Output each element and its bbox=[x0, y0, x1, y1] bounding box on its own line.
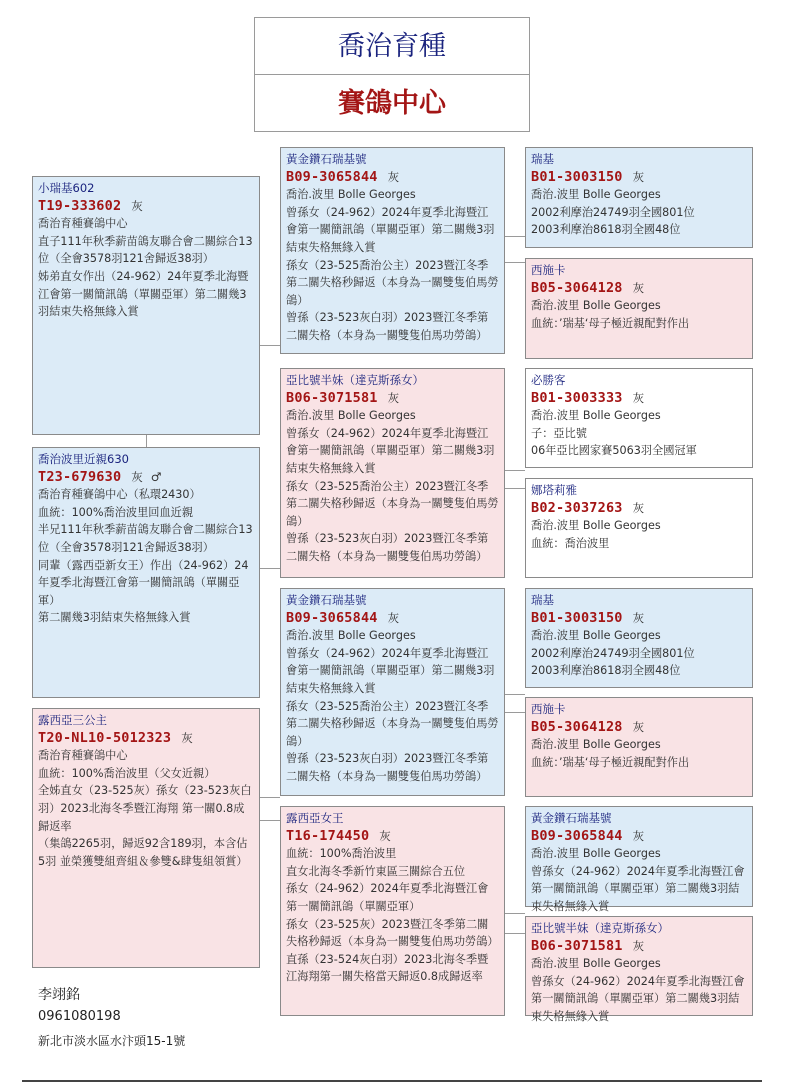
ring-number: B06-3071581 bbox=[286, 389, 378, 406]
info-line: 喬治.波里 Bolle Georges bbox=[286, 188, 416, 202]
info-line: 血統：’瑞基‘母子極近親配對作出 bbox=[531, 316, 690, 330]
ring-number: B01-3003333 bbox=[531, 389, 623, 406]
breeder-title: 喬治育種 bbox=[254, 17, 530, 75]
bird-color: 灰 bbox=[632, 828, 645, 843]
connector-line bbox=[146, 435, 147, 447]
ring-number: B05-3064128 bbox=[531, 279, 623, 296]
pedigree-box-g3 bbox=[525, 368, 753, 468]
bird-name: 露西亞女王 bbox=[286, 811, 344, 825]
bird-color: 灰 bbox=[632, 280, 645, 295]
connector-line bbox=[505, 488, 525, 489]
ring-number: T16-174450 bbox=[286, 827, 370, 844]
ring-number: B09-3065844 bbox=[286, 168, 378, 185]
bird-color: 灰 bbox=[131, 469, 143, 484]
info-line: 血統：100%喬治波里 bbox=[286, 847, 397, 861]
pedigree-box-g5 bbox=[525, 588, 753, 688]
bird-color: 灰 bbox=[181, 730, 193, 745]
info-line: 同輩（露西亞新女王）作出（24-962）24年夏季北海暨江會第一關簡訊鴿（單關亞軍） bbox=[38, 558, 249, 607]
pedigree-box-p1 bbox=[280, 147, 505, 354]
bird-name: 娜塔莉雅 bbox=[531, 483, 577, 497]
bottom-divider bbox=[22, 1080, 762, 1082]
connector-line bbox=[505, 694, 525, 695]
connector-line bbox=[260, 820, 280, 821]
bird-name: 西施卡 bbox=[531, 702, 566, 716]
male-sex-icon: ♂ bbox=[150, 469, 162, 484]
info-line: 曾孫（23-523灰白羽）2023暨江冬季第二關失格（本身為一關雙隻伯馬功勞鴿） bbox=[286, 752, 489, 783]
bird-color: 灰 bbox=[379, 828, 391, 843]
ring-number: B05-3064128 bbox=[531, 718, 623, 735]
info-line: 2002利摩治24749羽全國801位 bbox=[531, 646, 695, 660]
bird-name: 亞比號半妹（達克斯孫女） bbox=[531, 921, 669, 935]
info-line: 血統：100%喬治波里回血近親 bbox=[38, 505, 194, 519]
bird-name: 瑞基 bbox=[531, 593, 554, 607]
info-line: 喬治.波里 Bolle Georges bbox=[531, 188, 661, 202]
ring-number: T20-NL10-5012323 bbox=[38, 729, 172, 746]
info-line: 孫女（23-525喬治公主）2023暨江冬季第二關失格秒歸返（本身為一關雙隻伯馬勞鴿） bbox=[286, 699, 499, 748]
info-line: 2003利摩治8618羽全國48位 bbox=[531, 664, 681, 678]
ring-number: B09-3065844 bbox=[286, 609, 378, 626]
bird-color: 灰 bbox=[387, 169, 400, 184]
connector-line bbox=[505, 236, 525, 237]
pedigree-box-g6 bbox=[525, 697, 753, 797]
info-line: 2003利摩治8618羽全國48位 bbox=[531, 223, 681, 237]
ring-number: B06-3071581 bbox=[531, 937, 623, 954]
info-line: 直女北海冬季新竹東區三關綜合五位 bbox=[286, 864, 466, 878]
info-line: 喬治育種賽鴿中心 bbox=[38, 749, 128, 763]
pedigree-box-lucia-princess bbox=[32, 708, 260, 968]
info-line: 曾孫（23-523灰白羽）2023暨江冬季第二關失格（本身為一關雙隻伯馬功勞鴿） bbox=[286, 311, 489, 342]
pedigree-box-g4 bbox=[525, 478, 753, 578]
info-line: 曾孫女（24-962）2024年夏季北海暨江會第一關簡訊鴿（單關亞軍）第二關幾3羽結束失格無緣入賞 bbox=[286, 646, 495, 695]
bird-name: 黃金鑽石瑞基號 bbox=[286, 593, 367, 607]
ring-number: T19-333602 bbox=[38, 197, 122, 214]
center-title: 賽鴿中心 bbox=[254, 74, 530, 132]
owner-name: 李翊銘 bbox=[38, 987, 80, 1003]
info-line: 半兄111年秋季薪苗鴿友聯合會二關綜合13位（全會3578羽121舍歸返38羽） bbox=[38, 523, 253, 554]
bird-name: 喬治波里近親630 bbox=[38, 452, 129, 466]
info-line: 血統：100%喬治波里（父女近親） bbox=[38, 766, 216, 780]
info-line: 曾孫女（24-962）2024年夏季北海暨江會第一關簡訊鴿（單關亞軍）第二關幾3羽結束失格無緣入賞 bbox=[531, 864, 745, 913]
bird-color: 灰 bbox=[632, 938, 645, 953]
pedigree-box-g2 bbox=[525, 258, 753, 359]
info-line: 曾孫女（24-962）2024年夏季北海暨江會第一關簡訊鴿（單關亞軍）第二關幾3羽結束失格無緣入賞 bbox=[286, 205, 495, 254]
info-line: 喬治.波里 Bolle Georges bbox=[531, 299, 661, 313]
info-line: 孫女（23-525灰）2023暨江冬季第二關失格秒歸返（本身為一關雙隻伯馬功勞鴿） bbox=[286, 917, 499, 949]
phone-number: 0961080198 bbox=[38, 1009, 121, 1024]
pedigree-box-g1 bbox=[525, 147, 753, 248]
info-line: 喬治.波里 Bolle Georges bbox=[286, 629, 416, 643]
info-line: 第二關幾3羽結束失格無緣入賞 bbox=[38, 611, 191, 625]
ring-number: T23-679630 bbox=[38, 468, 122, 485]
bird-name: 西施卡 bbox=[531, 263, 566, 277]
info-line: 直子111年秋季薪苗鴿友聯合會二關綜合13位（全會3578羽121舍歸返38羽） bbox=[38, 234, 253, 266]
info-line: 06年亞比國家賽5063羽全國冠軍 bbox=[531, 444, 697, 458]
info-line: 喬治.波里 Bolle Georges bbox=[531, 519, 661, 533]
connector-line bbox=[260, 345, 280, 346]
pedigree-box-dam bbox=[32, 447, 260, 698]
connector-line bbox=[505, 470, 525, 471]
info-line: 喬治.波里 Bolle Georges bbox=[531, 847, 661, 861]
info-line: （集鴿2265羽，歸返92含189羽，本含佔5羽 並榮獲雙組齊組＆參雙&肆隻組領賞） bbox=[38, 837, 248, 868]
info-line: 2002利摩治24749羽全國801位 bbox=[531, 205, 695, 219]
info-line: 孫女（23-525喬治公主）2023暨江冬季第二關失格秒歸返（本身為一關雙隻伯馬勞鴿） bbox=[286, 479, 499, 528]
bird-color: 灰 bbox=[632, 169, 645, 184]
info-line: 直孫（23-524灰白羽）2023北海冬季暨江海翔第一關失格當天歸返0.8成歸返率 bbox=[286, 952, 489, 984]
bird-name: 瑞基 bbox=[531, 152, 554, 166]
pedigree-box-p3 bbox=[280, 588, 505, 796]
bird-color: 灰 bbox=[632, 500, 645, 515]
connector-line bbox=[505, 262, 525, 263]
bird-color: 灰 bbox=[632, 719, 645, 734]
info-line: 全姊直女（23-525灰）孫女（23-523灰白羽）2023北海冬季暨江海翔 第一關0.8成歸返率 bbox=[38, 784, 252, 833]
ring-number: B09-3065844 bbox=[531, 827, 623, 844]
info-line: 血統：喬治波里 bbox=[531, 536, 610, 550]
address: 新北市淡水區水汴頭15-1號 bbox=[38, 1034, 186, 1048]
bird-color: 灰 bbox=[387, 610, 400, 625]
info-line: 姊弟直女作出（24-962）24年夏季北海暨江會第一關簡訊鴿（單關亞軍）第二關幾3羽結束失格無緣入賞 bbox=[38, 269, 249, 319]
info-line: 血統：’瑞基‘母子極近親配對作出 bbox=[531, 755, 690, 769]
pedigree-box-p2 bbox=[280, 368, 505, 578]
info-line: 孫女（24-962）2024年夏季北海暨江會第一關簡訊鴿（單關亞軍） bbox=[286, 882, 489, 913]
bird-name: 必勝客 bbox=[531, 373, 566, 387]
connector-line bbox=[260, 797, 280, 798]
ring-number: B02-3037263 bbox=[531, 499, 623, 516]
bird-color: 灰 bbox=[131, 198, 143, 213]
connector-line bbox=[505, 933, 525, 934]
connector-line bbox=[505, 712, 525, 713]
bird-color: 灰 bbox=[632, 390, 645, 405]
info-line: 喬治.波里 Bolle Georges bbox=[531, 409, 661, 423]
ring-number: B01-3003150 bbox=[531, 609, 623, 626]
info-line: 曾孫（23-523灰白羽）2023暨江冬季第二關失格（本身為一關雙隻伯馬功勞鴿） bbox=[286, 532, 489, 563]
ring-number: B01-3003150 bbox=[531, 168, 623, 185]
info-line: 喬治育種賽鴿中心（私環2430） bbox=[38, 488, 201, 502]
pedigree-box-g8 bbox=[525, 916, 753, 1023]
info-line: 喬治.波里 Bolle Georges bbox=[286, 409, 416, 423]
info-line: 喬治.波里 Bolle Georges bbox=[531, 738, 661, 752]
bird-name: 露西亞三公主 bbox=[38, 713, 107, 727]
info-line: 喬治育種賽鴿中心 bbox=[38, 217, 128, 231]
bird-name: 亞比號半妹（達克斯孫女） bbox=[286, 373, 424, 387]
info-line: 曾孫女（24-962）2024年夏季北海暨江會第一關簡訊鴿（單關亞軍）第二關幾3羽結束失格無緣入賞 bbox=[531, 974, 745, 1023]
bird-name: 黃金鑽石瑞基號 bbox=[531, 811, 612, 825]
connector-line bbox=[260, 568, 280, 569]
pedigree-box-p4 bbox=[280, 806, 505, 1016]
connector-line bbox=[505, 913, 525, 914]
info-line: 喬治.波里 Bolle Georges bbox=[531, 629, 661, 643]
info-line: 喬治.波里 Bolle Georges bbox=[531, 957, 661, 971]
bird-color: 灰 bbox=[387, 390, 400, 405]
bird-name: 黃金鑽石瑞基號 bbox=[286, 152, 367, 166]
info-line: 曾孫女（24-962）2024年夏季北海暨江會第一關簡訊鴿（單關亞軍）第二關幾3羽結束失格無緣入賞 bbox=[286, 426, 495, 475]
bird-color: 灰 bbox=[632, 610, 645, 625]
pedigree-box-g7 bbox=[525, 806, 753, 913]
info-line: 子：亞比號 bbox=[531, 426, 587, 440]
info-line: 孫女（23-525喬治公主）2023暨江冬季第二關失格秒歸返（本身為一關雙隻伯馬勞鴿） bbox=[286, 258, 499, 307]
pedigree-box-sire bbox=[32, 176, 260, 435]
bird-name: 小瑞基602 bbox=[38, 181, 95, 195]
